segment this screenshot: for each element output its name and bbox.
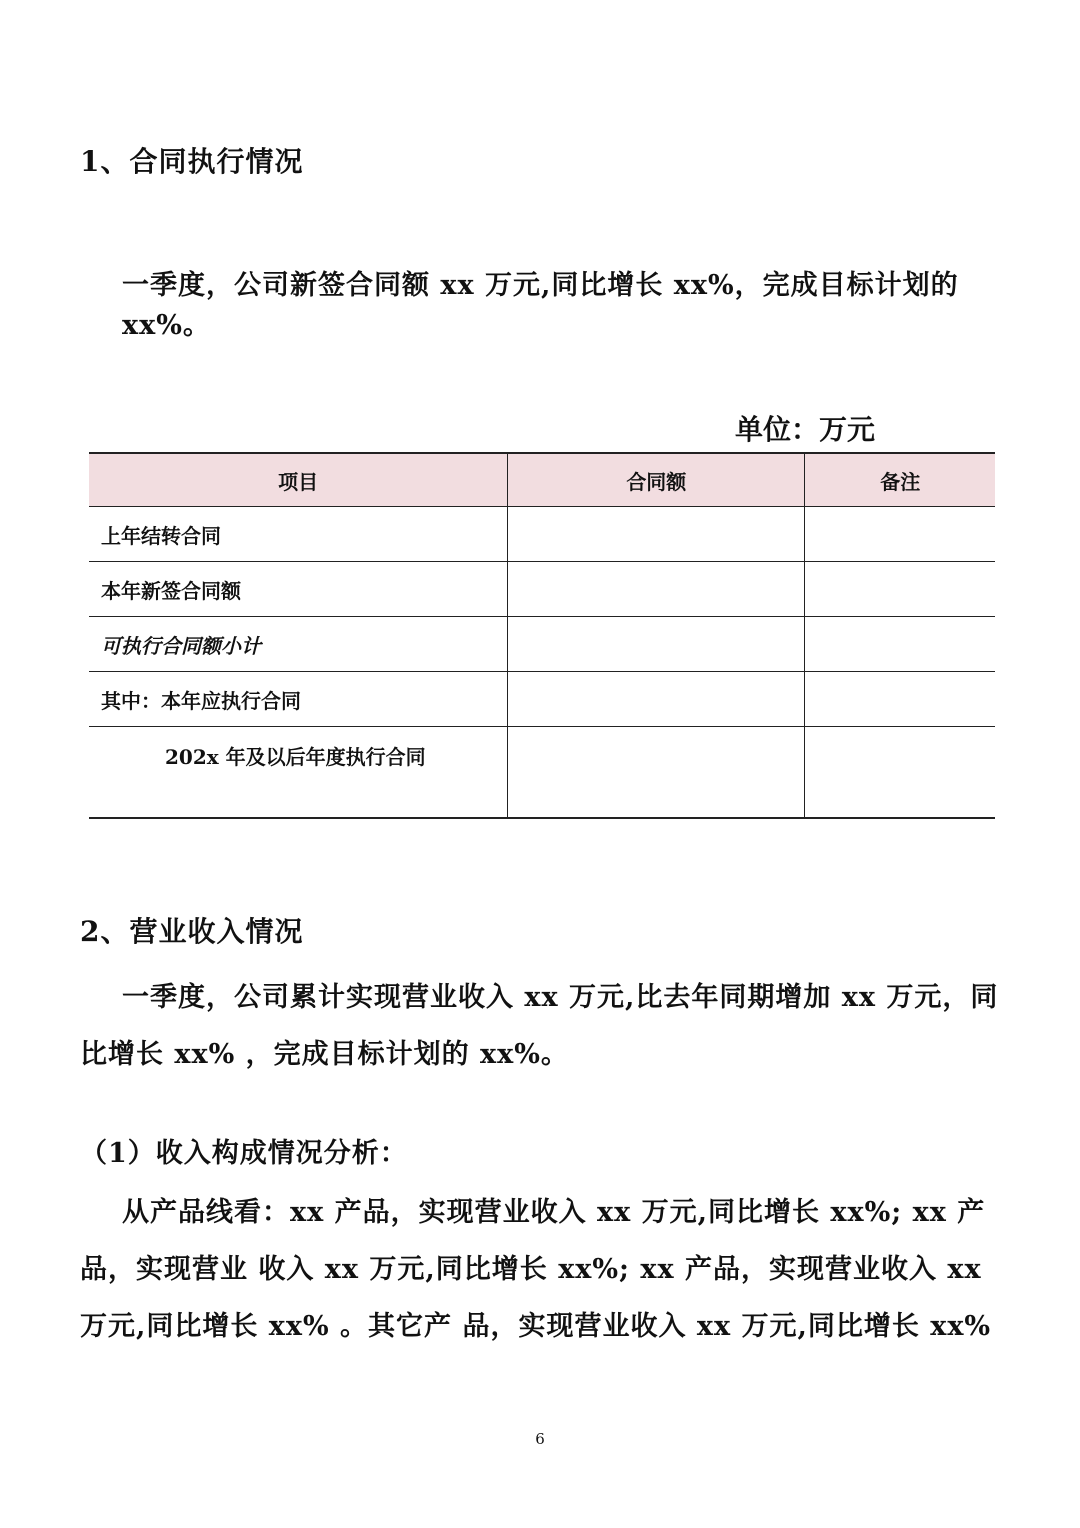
- contract-table: [89, 452, 995, 819]
- table-row: [89, 672, 995, 727]
- row-amount: [508, 562, 805, 617]
- table-row: [89, 727, 995, 819]
- header-item: 项目: [89, 453, 508, 507]
- row-item: 202x 年及以后年度执行合同: [89, 727, 508, 819]
- row-amount: [508, 727, 805, 819]
- row-note: [805, 617, 995, 672]
- subsection1-line2: 品，实现营业 收入 xx 万元,同比增长 xx%; xx 产品，实现营业收入 xx: [80, 1254, 982, 1285]
- row-amount: [508, 617, 805, 672]
- row-note: [805, 727, 995, 819]
- row-amount: [508, 507, 805, 562]
- section1-paragraph-line2: xx%。: [122, 310, 211, 341]
- row-note: [805, 507, 995, 562]
- section2-title: 2、营业收入情况: [80, 915, 304, 948]
- unit-label: 单位：万元: [735, 413, 876, 446]
- row-note: [805, 562, 995, 617]
- table-row: [89, 507, 995, 562]
- row-amount: [508, 672, 805, 727]
- section2-paragraph-line1: 一季度，公司累计实现营业收入 xx 万元,比去年同期增加 xx 万元，同: [122, 982, 999, 1013]
- header-note: 备注: [805, 453, 995, 507]
- row-item: 上年结转合同: [89, 507, 508, 562]
- table-row: [89, 562, 995, 617]
- section1-paragraph-line1: 一季度，公司新签合同额 xx 万元,同比增长 xx%，完成目标计划的: [122, 270, 959, 301]
- row-note: [805, 672, 995, 727]
- header-amount: 合同额: [508, 453, 805, 507]
- subsection1-line1: 从产品线看：xx 产品，实现营业收入 xx 万元,同比增长 xx%; xx 产: [122, 1197, 986, 1228]
- subsection1-line3: 万元,同比增长 xx% 。其它产 品，实现营业收入 xx 万元,同比增长 xx%: [80, 1311, 992, 1342]
- section1-title: 1、合同执行情况: [80, 145, 304, 178]
- row-item: 可执行合同额小计: [89, 617, 508, 672]
- section2-paragraph-line2: 比增长 xx% ，完成目标计划的 xx%。: [80, 1039, 569, 1070]
- row-item: 其中：本年应执行合同: [89, 672, 508, 727]
- subsection1-title: （1）收入构成情况分析：: [80, 1138, 408, 1169]
- row-item: 本年新签合同额: [89, 562, 508, 617]
- table-header-row: [89, 453, 995, 507]
- table-row: [89, 617, 995, 672]
- page-number: 6: [535, 1430, 545, 1448]
